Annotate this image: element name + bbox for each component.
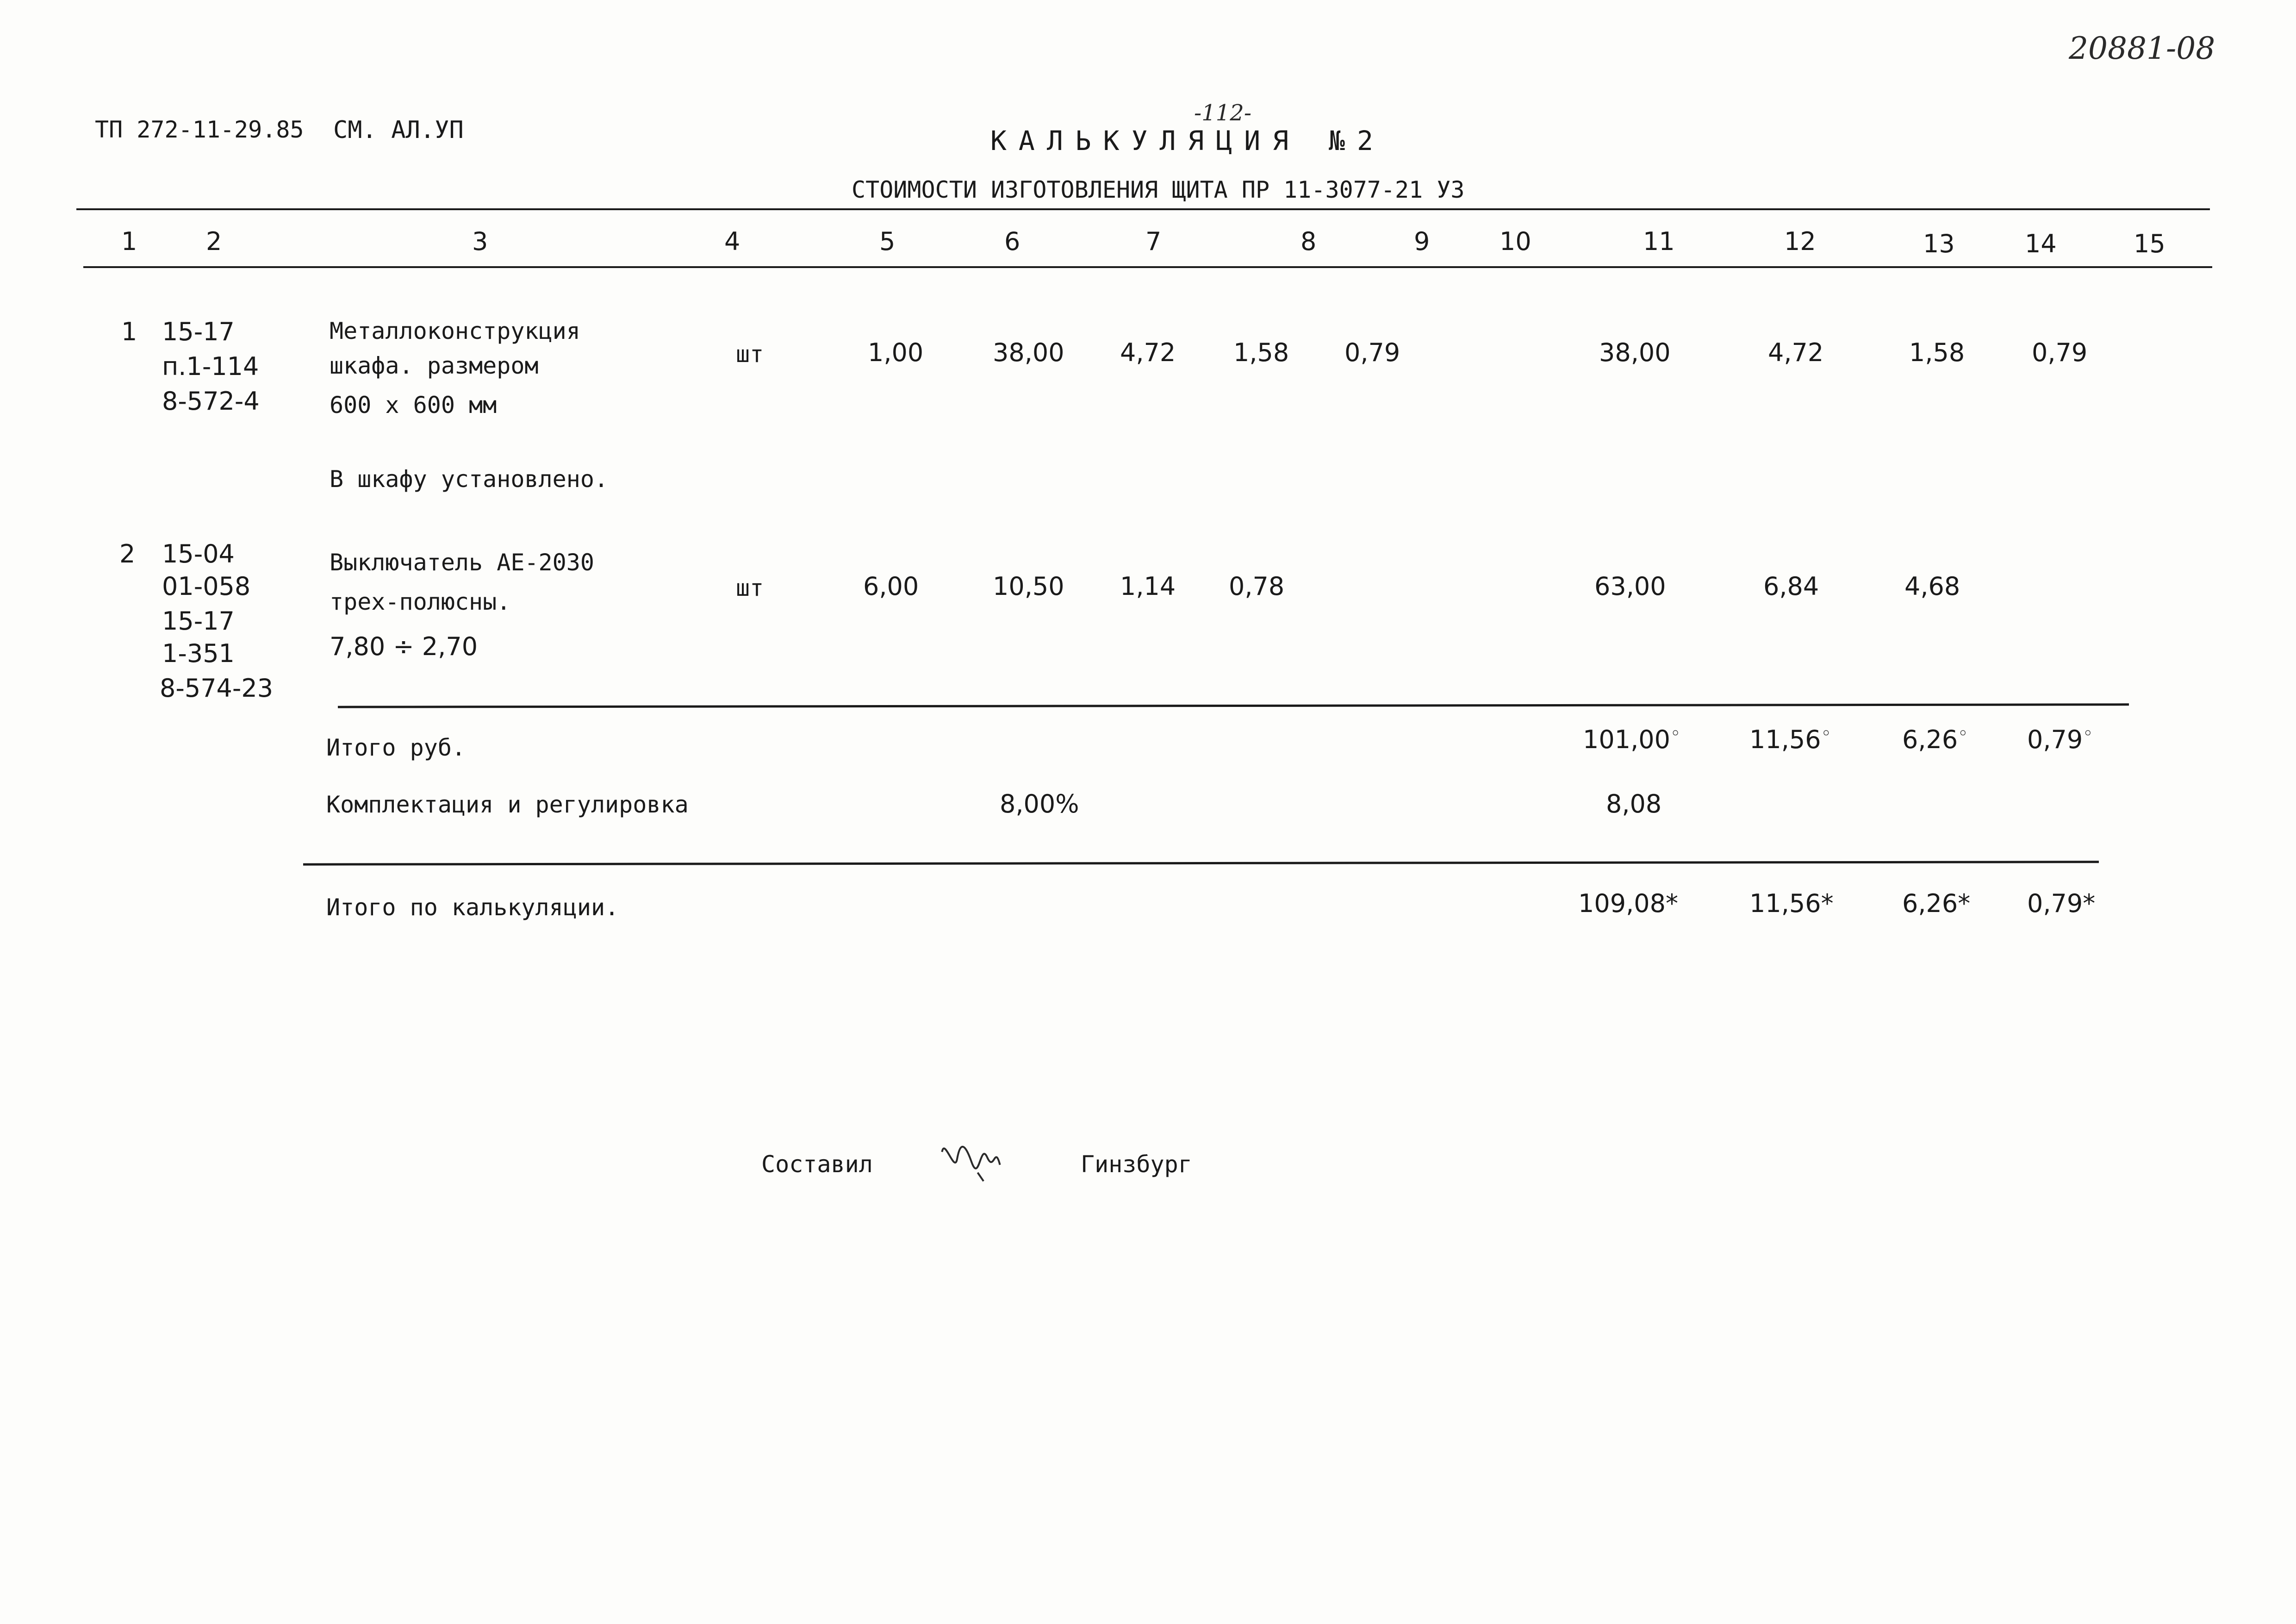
assembly-percent: 8,00% bbox=[1000, 789, 1079, 818]
row-number: 1 bbox=[121, 317, 137, 346]
cell-col13: 1,58 bbox=[1909, 338, 1965, 367]
column-number: 11 bbox=[1643, 227, 1675, 256]
row-unit: шт bbox=[736, 341, 764, 368]
total-col14: 0,79* bbox=[2027, 889, 2096, 918]
header-bottom-rule bbox=[83, 266, 2212, 268]
composed-by-label: Составил bbox=[761, 1151, 873, 1178]
cell-col11: 63,00 bbox=[1594, 572, 1666, 601]
cell-col12: 4,72 bbox=[1768, 338, 1824, 367]
cell-col8: 1,58 bbox=[1233, 338, 1289, 367]
cell-col7: 4,72 bbox=[1120, 338, 1176, 367]
row-code: 8-572-4 bbox=[162, 387, 260, 416]
cell-col12: 6,84 bbox=[1763, 572, 1819, 601]
total-col13: 6,26* bbox=[1902, 889, 1971, 918]
cell-col6: 10,50 bbox=[993, 572, 1064, 601]
total-label: Итого по калькуляции. bbox=[326, 894, 619, 921]
row-number: 2 bbox=[119, 539, 136, 568]
column-number: 8 bbox=[1300, 227, 1317, 256]
row-code: 1-351 bbox=[162, 639, 235, 668]
subtotal-col14: 0,79◦ bbox=[2027, 723, 2093, 754]
row-code: 15-17 bbox=[162, 606, 235, 636]
total-col11: 109,08* bbox=[1578, 889, 1678, 918]
cell-col5: 1,00 bbox=[868, 338, 924, 367]
row-code: п.1-114 bbox=[162, 352, 259, 381]
page-mark: -112- bbox=[1194, 100, 1252, 126]
subtotal-col13: 6,26◦ bbox=[1902, 723, 1968, 754]
subtotal-rule bbox=[338, 703, 2129, 708]
column-number: 4 bbox=[724, 227, 740, 256]
column-number: 5 bbox=[879, 227, 896, 256]
column-number: 15 bbox=[2134, 229, 2165, 258]
subtotal-label: Итого руб. bbox=[326, 734, 466, 761]
total-col12: 11,56* bbox=[1749, 889, 1834, 918]
total-rule bbox=[303, 861, 2099, 865]
row-code: 01-058 bbox=[162, 572, 251, 601]
cell-col7: 1,14 bbox=[1120, 572, 1176, 601]
column-number: 3 bbox=[472, 227, 488, 256]
page-title: КАЛЬКУЛЯЦИЯ №2 bbox=[990, 125, 1385, 156]
column-number: 14 bbox=[2025, 229, 2057, 258]
cell-col14: 0,79 bbox=[2032, 338, 2088, 367]
signature-scribble bbox=[935, 1124, 1011, 1189]
cell-col8: 0,78 bbox=[1229, 572, 1285, 601]
row-description: трех-полюсны. bbox=[330, 588, 511, 615]
row-description: Металлоконструкция bbox=[330, 318, 580, 344]
cell-col11: 38,00 bbox=[1599, 338, 1671, 367]
column-number: 10 bbox=[1500, 227, 1531, 256]
column-number: 6 bbox=[1004, 227, 1020, 256]
row-code: 8-574-23 bbox=[160, 674, 274, 703]
row-description: 7,80 ÷ 2,70 bbox=[330, 632, 478, 661]
subtotal-col11: 101,00◦ bbox=[1583, 723, 1681, 754]
assembly-col11: 8,08 bbox=[1606, 789, 1662, 818]
composer-name: Гинзбург bbox=[1081, 1151, 1192, 1178]
row-code: 15-04 bbox=[162, 539, 235, 568]
installed-note: В шкафу установлено. bbox=[330, 466, 609, 493]
assembly-label: Комплектация и регулировка bbox=[326, 791, 689, 818]
cell-col6: 38,00 bbox=[993, 338, 1064, 367]
cell-col13: 4,68 bbox=[1904, 572, 1960, 601]
row-description: Выключатель АЕ-2030 bbox=[330, 549, 594, 576]
column-number: 13 bbox=[1923, 229, 1955, 258]
column-number: 2 bbox=[206, 227, 222, 256]
column-number: 12 bbox=[1784, 227, 1816, 256]
subtotal-col12: 11,56◦ bbox=[1749, 723, 1832, 754]
column-number: 7 bbox=[1145, 227, 1162, 256]
header-top-rule bbox=[76, 208, 2210, 210]
column-number: 9 bbox=[1414, 227, 1430, 256]
cell-col9: 0,79 bbox=[1344, 338, 1400, 367]
row-code: 15-17 bbox=[162, 317, 235, 346]
row-description: 600 x 600 мм bbox=[330, 392, 497, 418]
cell-col5: 6,00 bbox=[863, 572, 919, 601]
page-subtitle: СТОИМОСТИ ИЗГОТОВЛЕНИЯ ЩИТА ПР 11-3077-21 УЗ bbox=[852, 176, 1465, 203]
row-description: шкафа. размером bbox=[330, 352, 539, 379]
document-code: ТП 272-11-29.85 bbox=[95, 116, 304, 143]
column-number: 1 bbox=[121, 227, 137, 256]
sheet-reference: СМ. АЛ.УП bbox=[333, 116, 464, 144]
row-unit: шт bbox=[736, 575, 764, 601]
corner-number: 20881-08 bbox=[2069, 31, 2215, 66]
